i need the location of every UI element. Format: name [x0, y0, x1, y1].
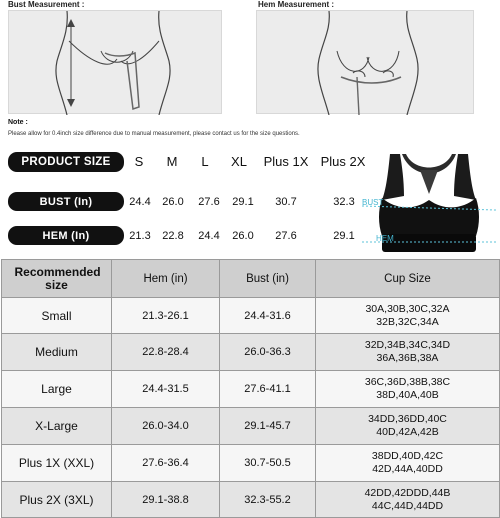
row-bust-range: 29.1-45.7 — [220, 408, 316, 445]
bust-measurement-title: Bust Measurement : — [8, 0, 85, 9]
bust-label: BUST (In) — [8, 192, 124, 211]
bust-value-l: 27.6 — [198, 196, 220, 208]
cup-line-2: 40D,42A,42B — [376, 426, 439, 438]
row-cup-sizes — [316, 298, 500, 334]
cup-line-1: 36C,36D,38B,38C — [364, 376, 451, 388]
size-l: L — [201, 154, 209, 169]
row-cup-sizes — [316, 371, 500, 408]
size-xl: XL — [231, 154, 247, 169]
row-bust-range: 32.3-55.2 — [220, 482, 316, 518]
row-hem-range: 24.4-31.5 — [112, 371, 220, 408]
table-row — [2, 408, 500, 445]
bust-tag: BUST — [362, 198, 384, 207]
cup-line-2: 38D,40A,40B — [376, 389, 439, 401]
hem-value-s: 21.3 — [129, 230, 151, 242]
hem-value-plus-1x: 27.6 — [275, 230, 297, 242]
row-size-name: Plus 1X (XXL) — [2, 445, 112, 482]
product-size-label: PRODUCT SIZE — [8, 152, 124, 172]
hem-value-xl: 26.0 — [232, 230, 254, 242]
row-hem-range: 22.8-28.4 — [112, 334, 220, 371]
cup-line-2: 44C,44D,44DD — [371, 499, 444, 512]
row-hem-range: 26.0-34.0 — [112, 408, 220, 445]
hem-label: HEM (In) — [8, 226, 124, 245]
hem-figure-icon — [257, 11, 475, 115]
row-cup-sizes — [316, 445, 500, 482]
hem-value-l: 24.4 — [198, 230, 220, 242]
bust-value-plus-2x: 32.3 — [333, 196, 355, 208]
cup-line-1: 32D,34B,34C,34D — [364, 339, 451, 351]
cup-line-1: 30A,30B,30C,32A — [365, 302, 450, 315]
table-row — [2, 298, 500, 334]
hem-measurement-title: Hem Measurement : — [258, 0, 335, 9]
bust-figure-icon — [9, 11, 223, 115]
header-hem: Hem (in) — [112, 260, 220, 298]
cup-line-2: 36A,36B,38A — [376, 352, 439, 364]
size-plus-1x: Plus 1X — [263, 154, 309, 169]
row-bust-range: 30.7-50.5 — [220, 445, 316, 482]
header-cup-size: Cup Size — [316, 260, 500, 298]
bust-value-xl: 29.1 — [232, 196, 254, 208]
row-hem-range: 27.6-36.4 — [112, 445, 220, 482]
row-size-name: X-Large — [2, 408, 112, 445]
bust-value-plus-1x: 30.7 — [275, 196, 297, 208]
recommended-size-table — [1, 259, 500, 518]
header-bust: Bust (in) — [220, 260, 316, 298]
table-row — [2, 334, 500, 371]
product-image — [360, 150, 498, 258]
row-hem-range: 29.1-38.8 — [112, 482, 220, 518]
row-bust-range: 26.0-36.3 — [220, 334, 316, 371]
table-row — [2, 371, 500, 408]
row-cup-sizes — [316, 408, 500, 445]
header-recommended-size: Recommended size — [2, 260, 112, 298]
row-bust-range: 24.4-31.6 — [220, 298, 316, 334]
cup-line-1: 42DD,42DDD,44B — [364, 486, 451, 499]
hem-measurement-illustration — [256, 10, 474, 114]
row-hem-range: 21.3-26.1 — [112, 298, 220, 334]
row-size-name: Small — [2, 298, 112, 334]
size-m: M — [166, 154, 178, 169]
cup-line-2: 32B,32C,34A — [376, 315, 439, 328]
row-size-name: Large — [2, 371, 112, 408]
size-plus-2x: Plus 2X — [320, 154, 366, 169]
bust-value-s: 24.4 — [129, 196, 151, 208]
hem-value-m: 22.8 — [162, 230, 184, 242]
row-bust-range: 27.6-41.1 — [220, 371, 316, 408]
cup-line-1: 38DD,40D,42C — [371, 450, 444, 462]
hem-value-plus-2x: 29.1 — [333, 230, 355, 242]
cup-line-1: 34DD,36DD,40C — [368, 413, 447, 425]
table-row — [2, 445, 500, 482]
note-title: Note : — [8, 119, 28, 126]
cup-line-2: 42D,44A,40DD — [372, 463, 443, 475]
hem-tag: HEM — [376, 234, 394, 243]
row-size-name: Medium — [2, 334, 112, 371]
note-text: Please allow for 0.4inch size difference due to manual measurement, please contact us for the size questions. — [8, 131, 300, 137]
row-size-name: Plus 2X (3XL) — [2, 482, 112, 518]
bust-measurement-illustration — [8, 10, 222, 114]
row-cup-sizes — [316, 334, 500, 371]
bust-value-m: 26.0 — [162, 196, 184, 208]
size-s: S — [134, 154, 144, 169]
